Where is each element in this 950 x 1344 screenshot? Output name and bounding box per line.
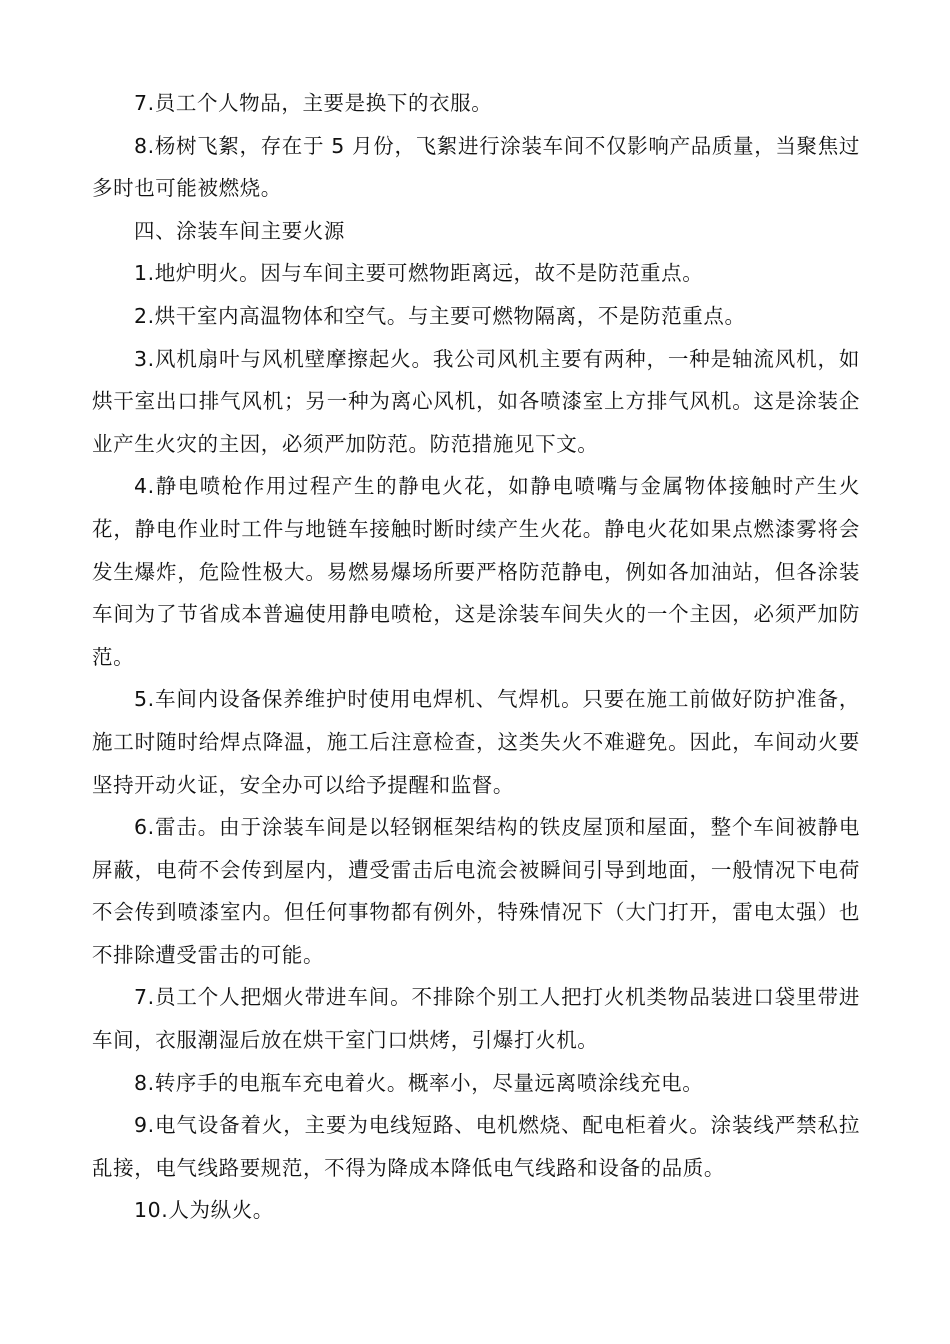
paragraph-source-1-furnace-flame: 1.地炉明火。因与车间主要可燃物距离远，故不是防范重点。 (134, 261, 704, 286)
paragraph-source-3-fan-friction: 3.风机扇叶与风机壁摩擦起火。我公司风机主要有两种，一种是轴流风机，如烘干室出口排气风机；另一种为离心风机，如各喷漆室上方排气风机。这是涂装企业产生火灾的主因，必须严加防范。防范措施见下文。 (92, 346, 860, 456)
paragraph-item-7-personal-belongings: 7.员工个人物品，主要是换下的衣服。 (134, 91, 493, 115)
paragraph-source-8-battery-charging: 8.转序手的电瓶车充电着火。概率小，尽量远离喷涂线充电。 (134, 1070, 704, 1095)
paragraph-source-6-lightning: 6.雷击。由于涂装车间是以轻钢框架结构的铁皮屋顶和屋面，整个车间被静电屏蔽，电荷不会传到屋内，遭受雷击后电流会被瞬间引导到地面，一般情况下电荷不会传到喷漆室内。但任何事物都有例外，特殊情况下（大门打开，雷电太强）也不排除遭受雷击的可能。 (92, 815, 860, 967)
document-body (92, 82, 860, 1232)
paragraph-source-7-personal-fire: 7.员工个人把烟火带进车间。不排除个别工人把打火机类物品装进口袋里带进车间，衣服潮湿后放在烘干室门口烘烤，引爆打火机。 (92, 985, 860, 1053)
paragraph-source-4-static-spark: 4.静电喷枪作用过程产生的静电火花，如静电喷嘴与金属物体接触时产生火花，静电作业时工件与地链车接触时断时续产生火花。静电火花如果点燃漆雾将会发生爆炸，危险性极大。易燃易爆场所要严格防范静电，例如各加油站，但各涂装车间为了节省成本普遍使用静电喷枪，这是涂装车间失火的一个主因，必须严加防范。 (92, 474, 860, 669)
paragraph-source-2-drying-room: 2.烘干室内高温物体和空气。与主要可燃物隔离，不是防范重点。 (134, 303, 746, 328)
section-heading-fire-sources: 四、涂装车间主要火源 (134, 218, 345, 243)
paragraph-item-8-poplar-catkins: 8.杨树飞絮，存在于 5 月份，飞絮进行涂装车间不仅影响产品质量，当聚焦过多时也可能被燃烧。 (92, 133, 860, 201)
paragraph-source-10-arson: 10.人为纵火。 (134, 1198, 274, 1223)
paragraph-source-9-electrical: 9.电气设备着火，主要为电线短路、电机燃烧、配电柜着火。涂装线严禁私拉乱接，电气线路要规范，不得为降成本降低电气线路和设备的品质。 (92, 1113, 860, 1180)
paragraph-source-5-welding: 5.车间内设备保养维护时使用电焊机、气焊机。只要在施工前做好防护准备，施工时随时给焊点降温，施工后注意检查，这类失火不难避免。因此，车间动火要坚持开动火证，安全办可以给予提醒和监督。 (92, 687, 860, 797)
